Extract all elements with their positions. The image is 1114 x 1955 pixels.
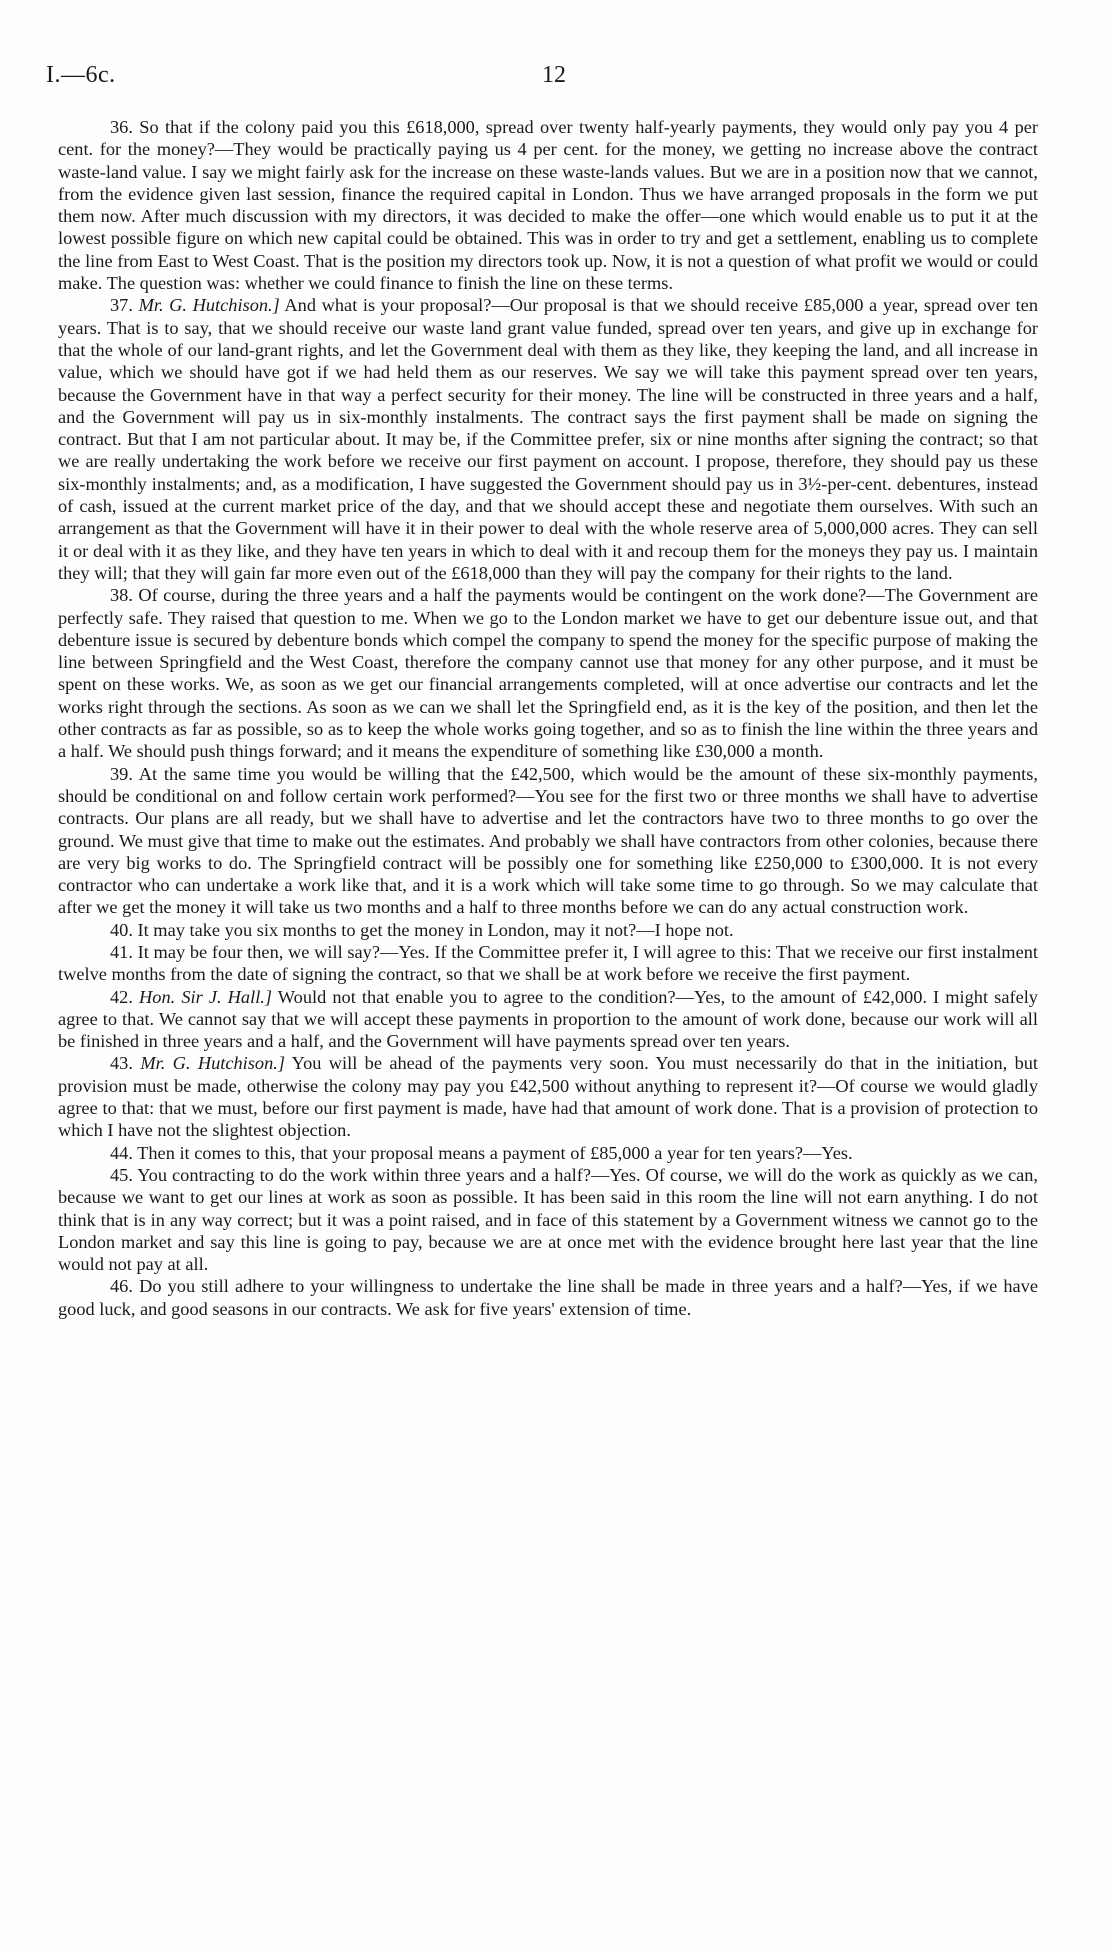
paragraph-text: Would not that enable you to agree to the condition?—Yes, to the amount of £42,000. I might safely agree to that. We cannot say that we will accept these payments in proportion to the amount of work done, because our work will all be finished in three years and a half, and the Government will have payments spread over ten years. [58,986,1038,1052]
question-number: 42. [110,986,133,1007]
page-header [46,62,1046,96]
paragraph-44 [58,1142,1038,1164]
paragraph-text: And what is your proposal?—Our proposal is that we should receive £85,000 a year, spread over ten years. That is to say, that we should receive our waste land grant value funded, spread over ten years, and give up in exchange for that the whole of our land-grant rights, and let the Government deal with them as they like, they keeping the land, and all increase in value, which we should have got if we had held them as our reserves. We say we will take this payment spread over ten years, because the Government have in that way a perfect security for their money. The line will be constructed in three years and a half, and the Government will pay us in six-monthly instalments. The contract says the first payment shall be made on signing the contract. But that I am not particular about. It may be, if the Committee prefer, six or nine months after signing the contract; so that we are really undertaking the work before we receive our first payment on account. I propose, therefore, they should pay us these six-monthly instalments; and, as a modification, I have suggested the Government should pay us in 3½-per-cent. debentures, instead of cash, issued at the current market price of the day, and that we should accept these and negotiate them ourselves. With such an arrangement as that the Government will have it in their power to deal with the whole reserve area of 5,000,000 acres. They can sell it or deal with it as they like, and they have ten years in which to deal with it and recoup them for the moneys they pay us. I maintain they will; that they will gain far more even out of the £618,000 than they will pay the company for their rights to the land. [58,295,1038,583]
speaker-name: Hon. Sir J. Hall.] [139,986,273,1007]
paragraph-text: 45. You contracting to do the work within three years and a half?—Yes. Of course, we will do the work as quickly as we can, because we want to get our lines at work as soon as possible. It has been said in this room the line will not earn anything. I do not think that is in any way correct; but it was a point raised, and in face of this statement by a Government witness we cannot go to the London market and say this line is going to pay, because we are at once met with the evidence brought here last year that the line would not pay at all. [58,1164,1038,1275]
paragraph-text: 38. Of course, during the three years and a half the payments would be contingent on the work done?—The Government are perfectly safe. They raised that question to me. When we go to the London market we have to get our debenture issue out, and that debenture issue is secured by debenture bonds which compel the company to spend the money for the specific purpose of making the line between Springfield and the West Coast, therefore the company cannot use that money for any other purpose, and it must be spent on these works. We, as soon as we get our financial arrangements completed, will at once advertise our contracts and let the works right through the sections. As soon as we can we shall let the Springfield end, as it is the key of the position, and then let the other contracts as far as possible, so as to keep the whole works going together, and so as to finish the line within the three years and a half. We should push things forward; and it means the expenditure of something like £30,000 a month. [58,585,1038,762]
paragraph-42 [58,986,1038,1053]
paragraph-45 [58,1164,1038,1275]
page-number: 12 [542,62,566,88]
question-number: 43. [110,1053,133,1074]
paragraph-43 [58,1052,1038,1141]
speaker-name: Mr. G. Hutchison.] [140,1053,285,1074]
paragraph-37 [58,294,1038,584]
paragraph-39 [58,763,1038,919]
document-id: I.—6c. [46,62,116,88]
paragraph-46 [58,1275,1038,1320]
paragraph-text: 40. It may take you six months to get the money in London, may it not?—I hope not. [110,919,734,940]
paragraph-text: 36. So that if the colony paid you this £618,000, spread over twenty half-yearly payments, they would only pay you 4 per cent. for the money?—They would be practically paying us 4 per cent. for the money, we getting no increase above the contract waste-land value. I say we might fairly ask for the increase on these waste-lands values. But we are in a position now that we cannot, from the evidence given last session, finance the required capital in London. Thus we have arranged proposals in the form we put them now. After much discussion with my directors, it was decided to make the offer—one which would enable us to put it at the lowest possible figure on which new capital could be obtained. This was in order to try and get a settlement, enabling us to complete the line from East to West Coast. That is the position my directors took up. Now, it is not a question of what profit we would or could make. The question was: whether we could finance to finish the line on these terms. [58,117,1038,294]
paragraph-text: 46. Do you still adhere to your willingness to undertake the line shall be made in three years and a half?—Yes, if we have good luck, and good seasons in our contracts. We ask for five years' extension of time. [58,1276,1038,1319]
paragraph-text: You will be ahead of the payments very soon. You must necessarily do that in the initiation, but provision must be made, otherwise the colony may pay you £42,500 without anything to represent it?—Of course we would gladly agree to that: that we must, before our first payment is made, have had that amount of work done. That is a provision of protection to which I have not the slightest objection. [58,1053,1039,1141]
paragraph-text: 44. Then it comes to this, that your proposal means a payment of £85,000 a year for ten years?—Yes. [110,1142,853,1163]
paragraph-40 [58,919,1038,941]
paragraph-38 [58,584,1038,762]
paragraph-text: 39. At the same time you would be willing that the £42,500, which would be the amount of these six-monthly payments, should be conditional on and follow certain work performed?—You see for the first two or three months we shall have to advertise contracts. Our plans are all ready, but we shall have to advertise and let the contractors have two to three months to go over the ground. We must give that time to make out the estimates. And probably we shall have contractors from other colonies, because there are very big works to do. The Springfield contract will be possibly one for something like £250,000 to £300,000. It is not every contractor who can undertake a work like that, and it is a work which will take some time to go through. So we may calculate that after we get the money it will take us two months and a half to three months before we can do any actual construction work. [58,763,1038,918]
paragraph-41 [58,941,1038,986]
evidence-text [58,116,1038,1320]
paragraph-36 [58,116,1038,294]
paragraph-text: 41. It may be four then, we will say?—Yes. If the Committee prefer it, I will agree to this: That we receive our first instalment twelve months from the date of signing the contract, so that we shall be at work before we receive the first payment. [58,941,1038,985]
speaker-name: Mr. G. Hutchison.] [138,295,280,316]
question-number: 37. [110,295,133,316]
